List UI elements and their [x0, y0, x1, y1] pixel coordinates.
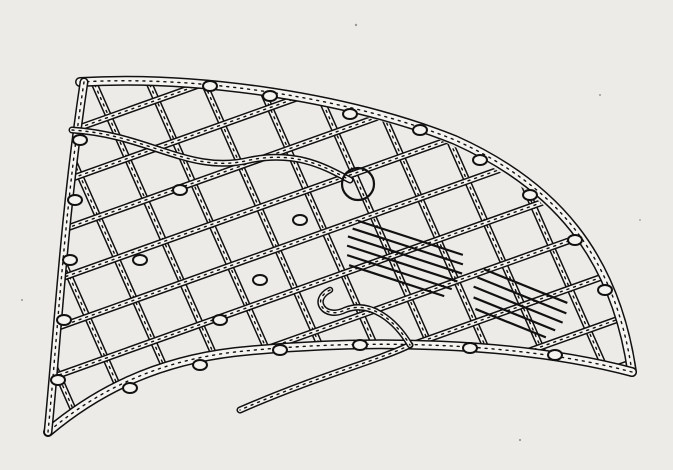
- wound-section: [340, 219, 571, 341]
- mesh-knot: [57, 315, 71, 325]
- mesh-strand: [625, 40, 673, 470]
- mesh-knot: [568, 235, 582, 245]
- mesh-knot: [413, 125, 427, 135]
- mesh-strand: [460, 40, 650, 470]
- mesh-knot: [203, 81, 217, 91]
- mesh-strand: [0, 0, 673, 60]
- mesh-knot: [273, 345, 287, 355]
- mesh-knot: [123, 383, 137, 393]
- mesh-strand: [75, 40, 265, 470]
- mesh-knot: [173, 185, 187, 195]
- mesh-strand: [130, 40, 320, 470]
- mesh-knot: [68, 195, 82, 205]
- mesh-knot: [548, 350, 562, 360]
- loose-cord-upper: [72, 130, 350, 180]
- mesh-strand: [0, 434, 673, 470]
- mesh-knot: [213, 315, 227, 325]
- mesh-knot: [63, 255, 77, 265]
- mesh-knot: [523, 190, 537, 200]
- mesh-knot: [343, 109, 357, 119]
- mesh-knot: [253, 275, 267, 285]
- mesh-knot: [598, 285, 612, 295]
- mesh-knot: [133, 255, 147, 265]
- mesh-knot: [73, 135, 87, 145]
- loose-cord-lower: [240, 345, 410, 410]
- mesh-knot: [193, 360, 207, 370]
- mesh-strand: [0, 290, 673, 470]
- mesh-knot: [263, 91, 277, 101]
- mesh-knot: [51, 375, 65, 385]
- mesh-strand: [0, 40, 45, 470]
- mesh-knot: [463, 343, 477, 353]
- mesh-strand: [570, 40, 673, 470]
- mesh-knot: [293, 215, 307, 225]
- mesh-knot: [353, 340, 367, 350]
- mesh-knot: [473, 155, 487, 165]
